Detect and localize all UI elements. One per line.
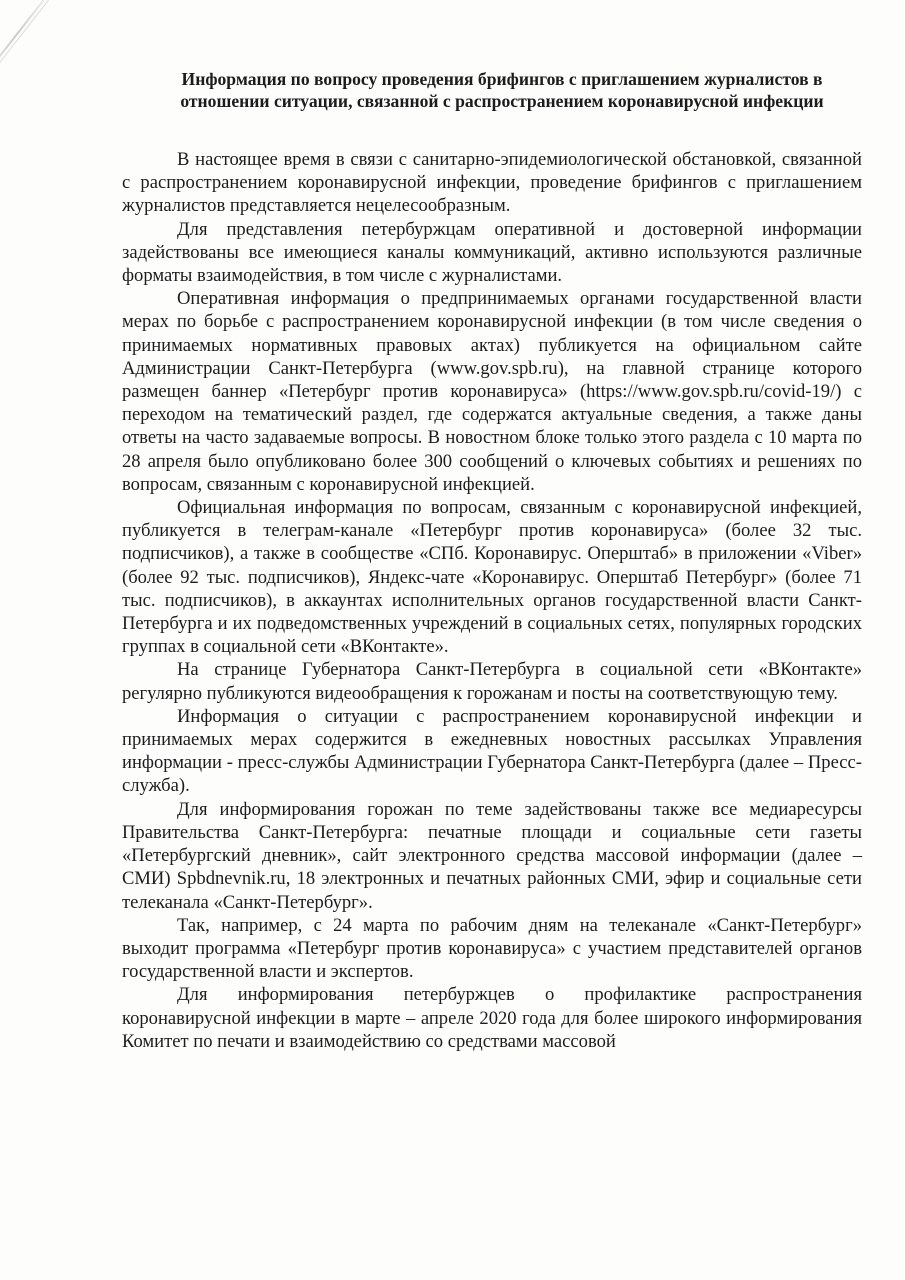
paragraph-governor-page: На странице Губернатора Санкт-Петербурга в социальной сети «ВКонтакте» регулярно публикуются видеообращения к горожанам и посты на соответствующую тему. [122,659,862,704]
paragraph-tv-program: Так, например, с 24 марта по рабочим дням на телеканале «Санкт-Петербург» выходит программа «Петербург против коронавируса» с участием представителей органов государственной власти и экспертов. [122,914,862,983]
paragraph-press-service: Информация о ситуации с распространением коронавирусной инфекции и принимаемых мерах содержится в ежедневных новостных рассылках Управления информации - пресс-службы Администрации Губернатора Санкт-Петербурга (далее – Пресс-служба). [122,705,862,797]
scan-artifact-line [0,0,49,72]
document-title: Информация по вопросу проведения брифингов с приглашением журналистов в отношении ситуации, связанной с распространением коронавирусной инфекции [180,69,824,111]
paragraph-messengers: Официальная информация по вопросам, связанным с коронавирусной инфекцией, публикуется в телеграм-канале «Петербург против коронавируса» (более 32 тыс. подписчиков), а также в сообществе «СПб. Коронавирус. Оперштаб» в приложении «Viber» (более 92 тыс. подписчиков), Яндекс-чате «Коронавирус. Оперштаб Петербург» (более 71 тыс. подписчиков), в аккаунтах исполнительных органов государственной власти Санкт-Петербурга и их подведомственных учреждений в социальных сетях, популярных городских группах в социальной сети «ВКонтакте». [122,497,862,658]
paragraph-prevention: Для информирования петербуржцев о профилактике распространения коронавирусной инфекции в марте – апреле 2020 года для более широкого информирования Комитет по печати и взаимодействию со средствами массовой [122,984,862,1052]
scan-artifact-line [0,0,60,92]
paragraph-media-resources: Для информирования горожан по теме задействованы также все медиаресурсы Правительства Санкт-Петербурга: печатные площади и социальные сети газеты «Петербургский дневник», сайт электронного средства массовой информации (далее – СМИ) Spbdnevnik.ru, 18 электронных и печатных районных СМИ, эфир и социальные сети телеканала «Санкт-Петербург». [122,798,862,913]
paragraph-briefings: В настоящее время в связи с санитарно-эпидемиологической обстановкой, связанной с распространением коронавирусной инфекции, проведение брифингов с приглашением журналистов представляется нецелесообразным. [122,149,862,217]
paragraph-channels: Для представления петербуржцам оперативной и достоверной информации задействованы все имеющиеся каналы коммуникаций, активно используются различные форматы взаимодействия, в том числе с журналистами. [122,218,862,287]
document-body [122,68,862,1053]
paragraph-official-site: Оперативная информация о предпринимаемых органами государственной власти мерах по борьбе с распространением коронавирусной инфекции (в том числе сведения о принимаемых нормативных правовых актах) публикуется на официальном сайте Администрации Санкт-Петербурга (www.gov.spb.ru), на главной странице которого размещен баннер «Петербург против коронавируса» (https://www.gov.spb.ru/covid-19/) с переходом на тематический раздел, где содержатся актуальные сведения, а также даны ответы на часто задаваемые вопросы. В новостном блоке только этого раздела с 10 марта по 28 апреля было опубликовано более 300 сообщений о ключевых событиях и решениях по вопросам, связанным с коронавирусной инфекцией. [122,288,862,495]
